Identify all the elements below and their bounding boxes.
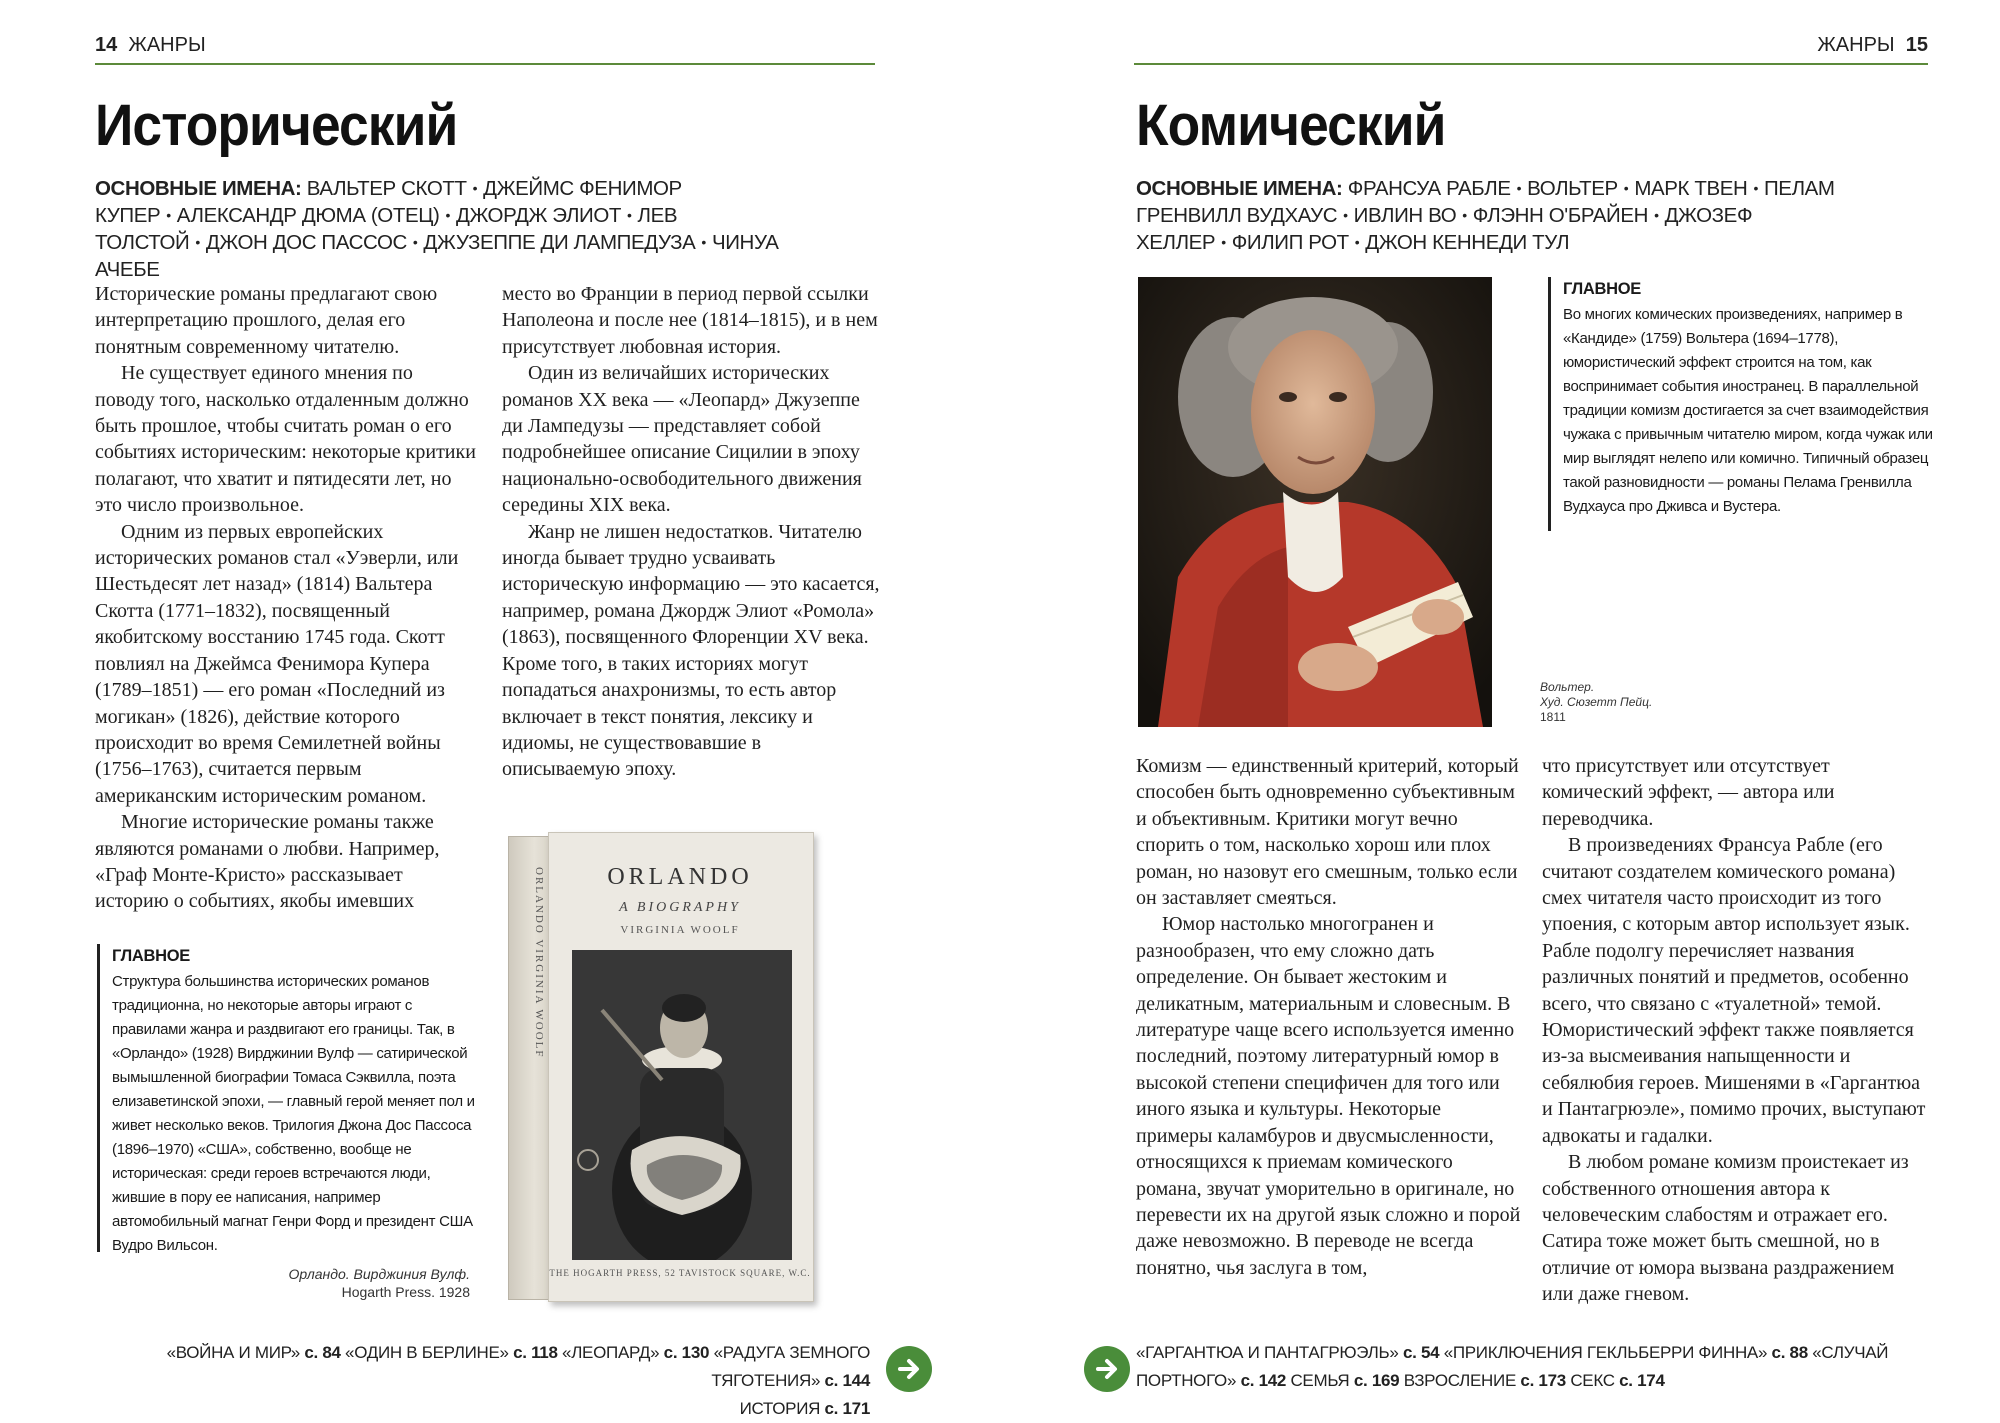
author-name: ЧИНУА АЧЕБЕ — [95, 231, 779, 281]
body-paragraph: что присутствует или отсутствует комический эффект, — автора или переводчика. — [1542, 755, 1835, 830]
reference-page: с. 84 — [304, 1343, 346, 1362]
reference-title: «СЛУЧАЙ — [1812, 1343, 1889, 1362]
reference-page: с. 130 — [663, 1343, 714, 1362]
caption-title: Вольтер. — [1540, 680, 1595, 694]
bullet-separator: • — [1654, 207, 1659, 223]
body-paragraph: Один из величайших исторических романов XX века — «Леопард» Джузеппе ди Лампедузы — представляет собой подробнейшее описание Сицилии в эпоху национально-освободительного движения середины XIX века. — [502, 362, 862, 517]
running-head — [95, 34, 206, 57]
book-author: VIRGINIA WOOLF — [620, 924, 740, 936]
cross-references — [1136, 1339, 1906, 1395]
author-name: ДЖОН КЕННЕДИ ТУЛ — [1365, 231, 1570, 254]
left-page — [0, 0, 1000, 1419]
body-paragraph: Многие исторические романы также являются романами о любви. Например, «Граф Монте-Кристо» рассказывает историю о событиях, якобы имевших — [95, 811, 440, 913]
cross-references — [100, 1339, 870, 1423]
page-title: Комический — [1136, 93, 1446, 158]
page-number: 14 — [95, 34, 118, 56]
body-paragraph: Исторические романы предлагают свою интерпретацию прошлого, делая его понятным современному читателю. — [95, 283, 438, 358]
bullet-separator: • — [1623, 180, 1629, 196]
reference-page: с. 169 — [1353, 1371, 1404, 1390]
reference-page: с. 174 — [1619, 1371, 1665, 1390]
footer-line-2 — [1136, 1367, 1906, 1395]
key-point-box — [97, 944, 477, 1252]
names-label: ОСНОВНЫЕ ИМЕНА: — [1136, 177, 1348, 200]
body-column-1 — [1136, 753, 1521, 1281]
author-name: ДЖЕЙМС ФЕНИМОР КУПЕР — [95, 177, 682, 227]
header-rule — [1134, 63, 1928, 65]
book-spine-text: ORLANDO VIRGINIA WOOLF — [533, 867, 545, 1059]
reference-title: «ПРИКЛЮЧЕНИЯ ГЕКЛЬБЕРРИ ФИННА» — [1443, 1343, 1772, 1362]
reference-page: с. 54 — [1402, 1343, 1444, 1362]
author-name: ДЖОН ДОС ПАССОС — [205, 231, 407, 254]
book-plate-engraving — [572, 950, 792, 1260]
author-name: ЛЕВ ТОЛСТОЙ — [95, 204, 678, 254]
footer-line-1 — [100, 1339, 870, 1395]
reference-title: «РАДУГА ЗЕМНОГО ТЯГОТЕНИЯ» — [711, 1343, 870, 1390]
voltaire-portrait-image — [1138, 277, 1492, 727]
image-caption — [260, 1265, 470, 1301]
arrow-right-icon — [1093, 1355, 1121, 1383]
section-name: ЖАНРЫ — [128, 34, 206, 56]
page-title: Исторический — [95, 93, 458, 158]
body-paragraph: место во Франции в период первой ссылки Наполеона и после нее (1814–1815), и в нем присутствует любовная история. — [502, 283, 878, 358]
author-name: ВАЛЬТЕР СКОТТ — [306, 177, 467, 200]
key-point-heading: ГЛАВНОЕ — [1563, 280, 1642, 298]
body-paragraph: В произведениях Франсуа Рабле (его считают создателем комического романа) смех читателя часто происходит из того упоения, с которым автор использует язык. Рабле подолгу перечисляет названия различных понятий и предметов, особенно всего, что связано с «туалетной» темой. Юмористический эффект также появляется из-за высмеивания напыщенности и себялюбия героев. Мишенями в «Гаргантюа и Пантагрюэле», помимо прочих, выступают адвокаты и гадалки. — [1542, 834, 1926, 1147]
caption-artist: Худ. Сюзетт Пейц. — [1540, 695, 1653, 709]
author-name: ПЕЛАМ ГРЕНВИЛЛ ВУДХАУС — [1136, 177, 1835, 227]
body-paragraph: Жанр не лишен недостатков. Читателю иногда бывает трудно усваивать историческую информацию — это касается, например, романа Джордж Элиот «Ромола» (1863), посвященного Флоренции XV века. Кроме того, в таких историях могут попадаться анахронизмы, то есть автор включает в текст понятия, лексику и идиомы, не существовавшие в описываемую эпоху. — [502, 520, 880, 781]
section-name: ЖАНРЫ — [1817, 34, 1895, 56]
body-paragraph: Не существует единого мнения по поводу того, насколько отдаленным должно быть прошлое, чтобы считать роман о его событиях историческим: некоторые критики полагают, что хватит и пятидесяти лет, но это число произвольное. — [95, 362, 476, 517]
body-column-1 — [95, 281, 477, 915]
reference-title: «ВОЙНА И МИР» — [166, 1343, 305, 1362]
image-caption — [1540, 680, 1740, 725]
key-names — [95, 176, 815, 283]
caption-year: 1811 — [1540, 710, 1566, 724]
footer-line-1 — [1136, 1339, 1906, 1367]
bullet-separator: • — [1343, 207, 1348, 223]
reference-title: СЕКС — [1570, 1371, 1620, 1390]
right-page — [1000, 0, 2000, 1419]
author-name: ФРАНСУА РАБЛЕ — [1347, 177, 1511, 200]
key-point-heading: ГЛАВНОЕ — [112, 947, 191, 965]
reference-title: СЕМЬЯ — [1290, 1371, 1354, 1390]
header-rule — [95, 63, 875, 65]
key-names — [1136, 176, 1896, 257]
author-name: ФЛЭНН О'БРАЙЕН — [1472, 204, 1649, 227]
book-subtitle: A BIOGRAPHY — [619, 900, 741, 915]
body-paragraph: Юмор настолько многогранен и разнообразен, что ему сложно дать определение. Он бывает жестоким и деликатным, материальным и словесным. В литературе чаще всего используется именно последний, поэтому литературный юмор в высокой степени специфичен для того или иного языка и культуры. Некоторые примеры каламбуров и двусмысленности, относящихся к приемам комического романа, звучат уморительно в оригинале, но перевести их на другой язык сложно и порой даже невозможно. В переводе не всегда понятно, чья заслуга в том, — [1136, 913, 1521, 1279]
portrait-illustration — [1138, 277, 1492, 727]
key-point-text: Структура большинства исторических романов традиционна, но некоторые авторы играют с правилами жанра и раздвигают его границы. Так, в «Орландо» (1928) Вирджинии Вулф — сатирической вымышленной биографии Томаса Сэквилла, поэта елизаветинской эпохи, — главный герой меняет пол и живет несколько веков. Трилогия Джона Дос Пассоса (1896–1970) «США», собственно, вообще не историческая: среди героев встречаются люди, жившие в пору ее написания, например автомобильный магнат Генри Форд и президент США Вудро Вильсон. — [112, 973, 475, 1254]
body-paragraph: Комизм — единственный критерий, который способен быть одновременно субъективным и объективным. Критики могут вечно спорить о том, насколько хорош или плох роман, но назовут его смешным, только если он заставляет смеяться. — [1136, 755, 1519, 910]
book-spine — [508, 836, 552, 1300]
body-column-2 — [502, 281, 884, 783]
reference-title: ПОРТНОГО» — [1136, 1371, 1241, 1390]
running-head — [1817, 34, 1928, 57]
bullet-separator: • — [701, 234, 706, 250]
body-column-2 — [1542, 753, 1927, 1308]
author-name: МАРК ТВЕН — [1634, 177, 1748, 200]
page-number: 15 — [1905, 34, 1928, 56]
reference-page: с. 173 — [1520, 1371, 1571, 1390]
caption-title: Орландо. Вирджиния Вулф. — [288, 1266, 470, 1282]
author-name: ФИЛИП РОТ — [1231, 231, 1349, 254]
book-title: ORLANDO — [607, 864, 753, 890]
bullet-separator: • — [472, 180, 478, 196]
reference-page: с. 144 — [824, 1371, 870, 1390]
author-name: ДЖОРДЖ ЭЛИОТ — [455, 204, 621, 227]
reference-page: с. 118 — [513, 1343, 563, 1362]
body-paragraph: Одним из первых европейских исторических романов стал «Уэверли, или Шестьдесят лет назад» (1814) Вальтера Скотта (1771–1832), посвященный якобитскому восстанию 1745 года. Скотт повлиял на Джеймса Фенимора Купера (1789–1851) — его роман «Последний из могикан» (1826), действие которого происходит во время Семилетней войны (1756–1763), считается первым американским историческим романом. — [95, 520, 459, 807]
bullet-separator: • — [166, 207, 171, 223]
bullet-separator: • — [445, 207, 450, 223]
reference-page: с. 142 — [1240, 1371, 1291, 1390]
author-name: ИВЛИН ВО — [1353, 204, 1457, 227]
book-cover-image — [508, 832, 814, 1302]
bullet-separator: • — [1516, 180, 1522, 196]
bullet-separator: • — [627, 207, 632, 223]
reference-title: «ГАРГАНТЮА И ПАНТАГРЮЭЛЬ» — [1136, 1343, 1403, 1362]
bullet-separator: • — [1753, 180, 1758, 196]
author-name: ДЖУЗЕППЕ ДИ ЛАМПЕДУЗА — [423, 231, 696, 254]
bullet-separator: • — [412, 234, 418, 250]
reference-title: «ОДИН В БЕРЛИНЕ» — [345, 1343, 514, 1362]
reference-title: ВЗРОСЛЕНИЕ — [1403, 1371, 1521, 1390]
reference-title: ИСТОРИЯ — [739, 1399, 825, 1418]
author-name: ДЖОЗЕФ ХЕЛЛЕР — [1136, 204, 1753, 254]
reference-page: с. 88 — [1771, 1343, 1813, 1362]
caption-publisher: Hogarth Press. 1928 — [341, 1284, 470, 1300]
author-name: АЛЕКСАНДР ДЮМА (ОТЕЦ) — [176, 204, 440, 227]
reference-page: с. 171 — [824, 1399, 870, 1418]
bullet-separator: • — [1354, 234, 1360, 250]
arrow-right-icon — [895, 1355, 923, 1383]
bullet-separator: • — [1221, 234, 1226, 250]
key-point-text: Во многих комических произведениях, например в «Кандиде» (1759) Вольтера (1694–1778), юмористический эффект строится на том, как воспринимает события иностранец. В параллельной традиции комизм достигается за счет взаимодействия чужака с привычным читателю миром, когда чужак или мир выглядят нелепо или комично. Типичный образец такой разновидности — романы Пелама Гренвилла Вудхауса про Дживса и Вустера. — [1563, 306, 1933, 515]
bullet-separator: • — [1462, 207, 1467, 223]
prev-arrow-button[interactable] — [1084, 1346, 1130, 1392]
body-paragraph: В любом романе комизм проистекает из собственного отношения автора к человеческим слабостям и отражает его. Сатира тоже может быть смешной, но в отличие от юмора вызвана раздражением или даже гневом. — [1542, 1151, 1909, 1306]
reference-title: «ЛЕОПАРД» — [562, 1343, 664, 1362]
author-name: ВОЛЬТЕР — [1527, 177, 1618, 200]
book-publisher: THE HOGARTH PRESS, 52 TAVISTOCK SQUARE, W.C. — [549, 1268, 811, 1278]
next-arrow-button[interactable] — [886, 1346, 932, 1392]
names-label: ОСНОВНЫЕ ИМЕНА: — [95, 177, 307, 200]
engraving-figure — [572, 950, 792, 1260]
key-point-box — [1548, 277, 1935, 531]
bullet-separator: • — [195, 234, 200, 250]
